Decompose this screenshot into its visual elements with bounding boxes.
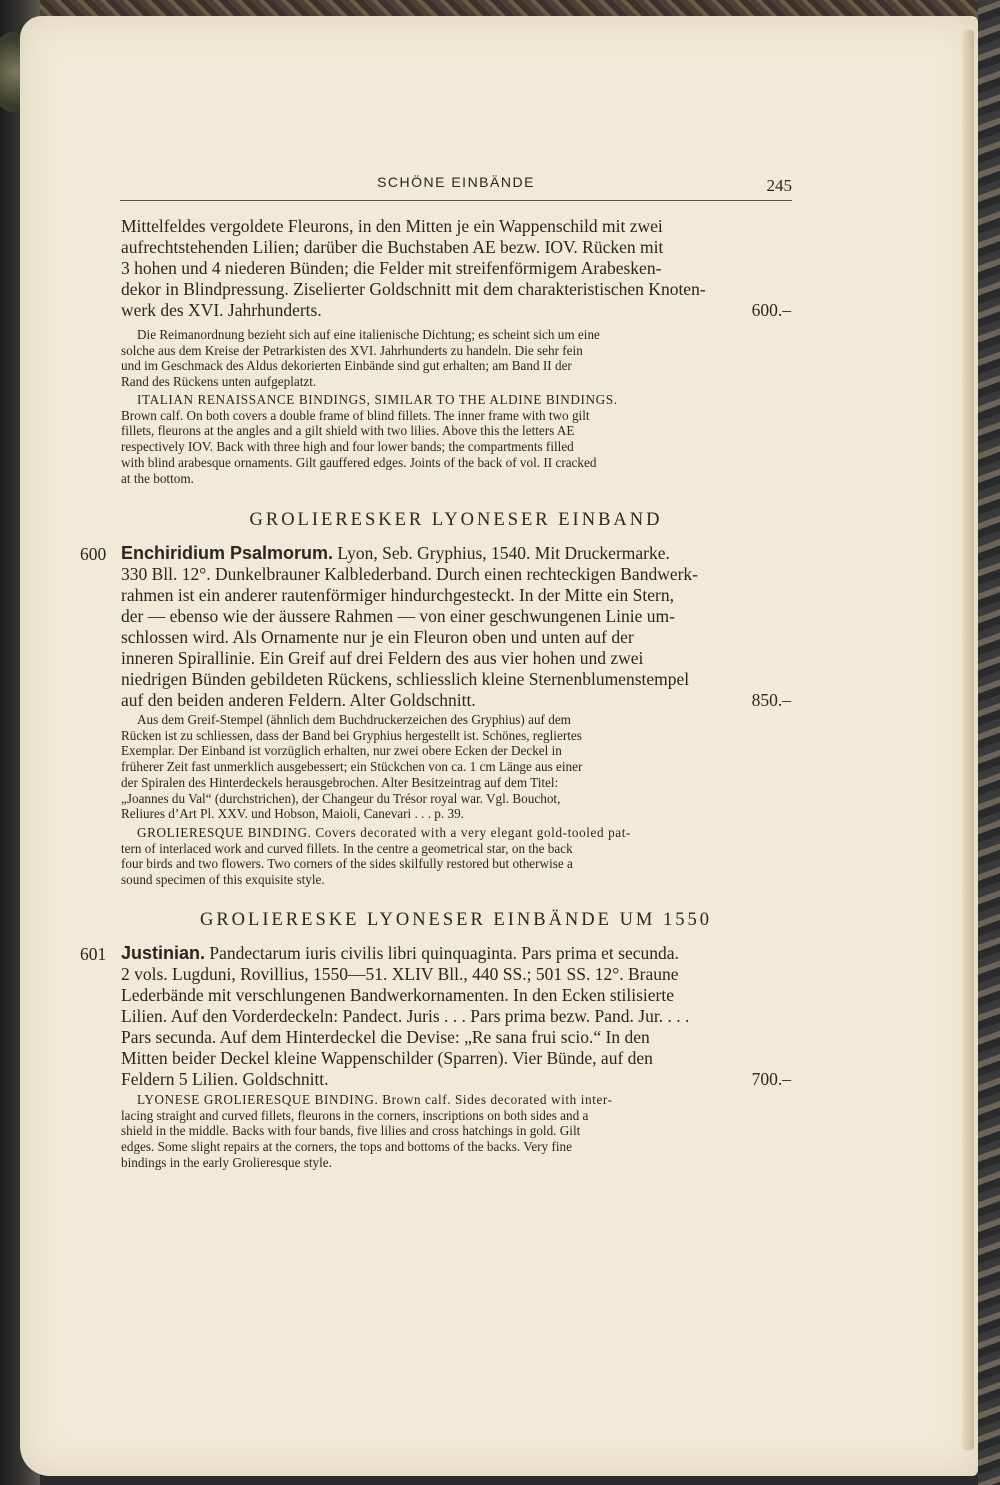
text-line: Lederbände mit verschlungenen Bandwerkornamenten. In den Ecken stilisierte — [121, 985, 674, 1005]
text-line: 3 hohen und 4 niederen Bünden; die Felder mit streifenförmigem Arabesken- — [121, 258, 662, 278]
note-line: Die Reimanordnung bezieht sich auf eine italienische Dichtung; es scheint sich um eine — [137, 327, 600, 342]
text-line: dekor in Blindpressung. Ziselierter Goldschnitt mit dem charakteristischen Knoten- — [121, 279, 706, 299]
text-line — [121, 300, 791, 321]
english-line: four birds and two flowers. Two corners of the sides skilfully restored but otherwise a — [121, 856, 573, 872]
text-line: niedrigen Bünden gebildeten Rückens, schliesslich kleine Sternenblumenstempel — [121, 669, 690, 689]
english-line: tern of interlaced work and curved fillets. In the centre a geometrical star, on the back — [121, 840, 573, 856]
prev-entry-english — [121, 392, 791, 486]
text-line: 2 vols. Lugduni, Rovillius, 1550—51. XLIV Bll., 440 SS.; 501 SS. 12°. Braune — [121, 964, 679, 984]
english-line: LYONESE GROLIERESQUE BINDING. Brown calf. Sides decorated with inter- — [137, 1092, 613, 1107]
lot-600-description — [121, 543, 791, 711]
note-line: Reliures d’Art Pl. XXV. und Hobson, Maioli, Canevari . . . p. 39. — [121, 806, 464, 822]
page-header — [120, 174, 792, 201]
note-line: Rand des Rückens unten aufgeplatzt. — [121, 374, 317, 390]
note-line: solche aus dem Kreise der Petrarkisten des XVI. Jahrhunderts zu handeln. Die sehr fein — [121, 342, 583, 358]
text-line — [121, 543, 791, 564]
page-number: 245 — [766, 176, 792, 195]
english-line: with blind arabesque ornaments. Gilt gauffered edges. Joints of the back of vol. II cracked — [121, 454, 597, 470]
lot-601-english — [121, 1092, 791, 1171]
english-line: shield in the middle. Backs with four bands, five lilies and cross hatchings in gold. Gilt — [121, 1123, 581, 1139]
text-line — [121, 1069, 791, 1090]
book-binding-right — [978, 0, 1000, 1485]
text-line — [121, 690, 791, 711]
lot-title: Justinian. — [121, 943, 206, 963]
english-line: edges. Some slight repairs at the corners, the tops and bottoms of the backs. Very fine — [121, 1139, 572, 1155]
text-line — [121, 943, 791, 964]
note-line: Exemplar. Der Einband ist vorzüglich erhalten, nur zwei obere Ecken der Deckel in — [121, 743, 562, 759]
text-fragment: Lyon, Seb. Gryphius, 1540. Mit Druckermarke. — [333, 543, 670, 563]
text-line: inneren Spirallinie. Ein Greif auf drei Feldern des aus vier hohen und zwei — [121, 648, 644, 668]
prev-entry-note — [121, 327, 791, 390]
page-edge — [962, 30, 974, 1450]
section-heading: GROLIERESKER LYONESER EINBAND — [249, 510, 663, 530]
note-line: und im Geschmack des Aldus dekorierten Einbände sind gut erhalten; am Band II der — [121, 358, 572, 374]
english-line: Brown calf. On both covers a double frame of blind fillets. The inner frame with two gilt — [121, 407, 590, 423]
running-title: SCHÖNE EINBÄNDE — [377, 174, 535, 190]
text-line: der — ebenso wie der äussere Rahmen — von einer geschwungenen Linie um- — [121, 606, 675, 626]
english-line: ITALIAN RENAISSANCE BINDINGS, SIMILAR TO THE ALDINE BINDINGS. — [137, 392, 618, 407]
text-line: 330 Bll. 12°. Dunkelbrauner Kalblederband. Durch einen rechteckigen Bandwerk- — [121, 564, 699, 584]
note-line: der Spiralen des Hinterdeckels herausgebrochen. Alter Besitzeintrag auf dem Titel: — [121, 774, 559, 790]
lot-number: 601 — [80, 944, 107, 964]
text-fragment: werk des XVI. Jahrhunderts. — [121, 300, 322, 320]
english-line: fillets, fleurons at the angles and a gilt shield with two lilies. Above this the letters AE — [121, 423, 575, 439]
text-line: Pars secunda. Auf dem Hinterdeckel die Devise: „Re sana frui scio.“ In den — [121, 1027, 650, 1047]
price: 700.– — [751, 1069, 791, 1089]
text-fragment: Pandectarum iuris civilis libri quinquaginta. Pars prima et secunda. — [205, 943, 679, 963]
text-line: aufrechtstehenden Lilien; darüber die Buchstaben AE bezw. IOV. Rücken mit — [121, 237, 664, 257]
text-line: Mittelfeldes vergoldete Fleurons, in den Mitten je ein Wappenschild mit zwei — [121, 216, 663, 236]
english-line: respectively IOV. Back with three high and four lower bands; the compartments filled — [121, 439, 574, 455]
lot-601-description — [121, 943, 791, 1090]
text-line: Mitten beider Deckel kleine Wappenschilder (Sparren). Vier Bünde, auf den — [121, 1048, 653, 1068]
text-fragment: auf den beiden anderen Feldern. Alter Goldschnitt. — [121, 690, 476, 710]
lot-600-english — [121, 825, 791, 888]
lot-title: Enchiridium Psalmorum. — [121, 543, 334, 563]
note-line: Rücken ist zu schliessen, dass der Band bei Gryphius hergestellt ist. Schönes, regliertes — [121, 727, 582, 743]
note-line: Aus dem Greif-Stempel (ähnlich dem Buchdruckerzeichen des Gryphius) auf dem — [137, 712, 571, 727]
text-line: schlossen wird. Als Ornamente nur je ein Fleuron oben und unten auf der — [121, 627, 634, 647]
price: 600.– — [751, 300, 791, 320]
text-line: Lilien. Auf den Vorderdeckeln: Pandect. Juris . . . Pars prima bezw. Pand. Jur. . . . — [121, 1006, 690, 1026]
prev-entry-description — [121, 216, 791, 321]
english-line: sound specimen of this exquisite style. — [121, 872, 325, 888]
english-line: at the bottom. — [121, 470, 194, 486]
lot-600-note — [121, 712, 791, 822]
english-line: bindings in the early Grolieresque style. — [121, 1154, 332, 1170]
text-fragment: Feldern 5 Lilien. Goldschnitt. — [121, 1069, 329, 1089]
lot-number: 600 — [80, 544, 107, 564]
note-line: „Joannes du Val“ (durchstrichen), der Changeur du Trésor royal war. Vgl. Bouchot, — [121, 790, 561, 806]
english-line: lacing straight and curved fillets, fleurons in the corners, inscriptions on both sides and a — [121, 1107, 589, 1123]
price: 850.– — [751, 690, 791, 710]
english-line: GROLIERESQUE BINDING. Covers decorated with a very elegant gold-tooled pat- — [137, 825, 631, 840]
note-line: früherer Zeit fast unmerklich ausgebessert; ein Stückchen von ca. 1 cm Länge aus einer — [121, 759, 583, 775]
section-heading: GROLIERESKE LYONESER EINBÄNDE UM 1550 — [199, 910, 713, 930]
text-line: rahmen ist ein anderer rautenförmiger hindurchgesteckt. In der Mitte ein Stern, — [121, 585, 674, 605]
